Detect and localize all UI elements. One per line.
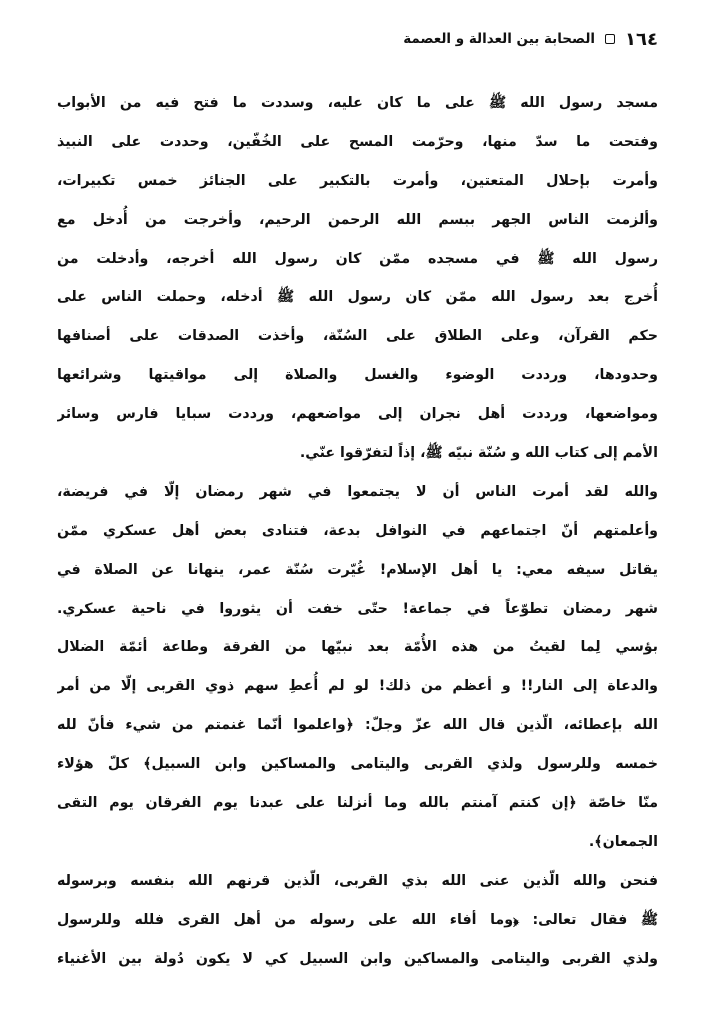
- text-line: وأعلمتهم أنّ اجتماعهم في النوافل بدعة، فتنادى بعض أهل عسكري ممّن: [57, 522, 658, 539]
- text-line: الله بإعطائه، الّذين قال الله عزّ وجلّ: ﴿واعلموا أنّما غنمتم من شيء فأنّ لله: [57, 717, 658, 734]
- text-line: فنحن والله الّذين عنى الله بذي القربى، الّذين قرنهم الله بنفسه وبرسوله: [57, 872, 658, 889]
- text-line: وألزمت الناس الجهر ببسم الله الرحمن الرحيم، وأخرجت من أُدخل مع: [57, 211, 658, 228]
- text-line: والدعاة إلى النار!! و أعظم من ذلك! لو لم أُعطِ سهم ذوي القربى إلّا من أمر: [57, 678, 658, 695]
- text-line: ولذي القربى واليتامى والمساكين وابن السبيل كي لا يكون دُولة بين الأغنياء: [57, 950, 658, 967]
- text-line: بؤسي لِما لقيتُ من هذه الأُمّة بعد نبيّها من الفرقة وطاعة أئمّة الضلال: [57, 639, 658, 656]
- text-line: ﷺ فقال تعالى: ﴿وما أفاء الله على رسوله من أهل القرى فلله وللرسول: [57, 911, 658, 928]
- page-header: [58, 26, 658, 52]
- text-line: شهر رمضان تطوّعاً في جماعة! حتّى خفت أن يثوروا في ناحية عسكري.: [57, 600, 658, 617]
- text-line: يقاتل سيفه معي: يا أهل الإسلام! غُيّرت سُنّة عمر، ينهانا عن الصلاة في: [57, 561, 658, 578]
- text-line: ومواضعها، ورددت أهل نجران إلى مواضعهم، ورددت سبايا فارس وسائر: [57, 406, 658, 423]
- text-line: وفتحت ما سدّ منها، وحرّمت المسح على الخُفّين، وحددت على النبيذ: [57, 133, 658, 150]
- text-line: رسول الله ﷺ في مسجده ممّن كان رسول الله أخرجه، وأدخلت من: [57, 250, 658, 267]
- text-line: مسجد رسول الله ﷺ على ما كان عليه، وسددت ما فتح فيه من الأبواب: [57, 95, 658, 111]
- text-line: والله لقد أمرت الناس أن لا يجتمعوا في شهر رمضان إلّا في فريضة،: [57, 483, 658, 500]
- square-separator-icon: [605, 34, 615, 44]
- text-line: الجمعان﴾.: [588, 833, 658, 850]
- body-text: [57, 84, 658, 978]
- page-number: ١٦٤: [625, 28, 658, 50]
- running-title: الصحابة بين العدالة و العصمة: [403, 31, 596, 47]
- text-line: أُخرج بعد رسول الله ممّن كان رسول الله ﷺ أدخله، وحملت الناس على: [57, 289, 658, 306]
- text-line: خمسه وللرسول ولذي القربى واليتامى والمساكين وابن السبيل﴾ كلّ هؤلاء: [57, 756, 658, 773]
- text-line: الأمم إلى كتاب الله و سُنّة نبيّه ﷺ، إذاً لتفرّقوا عنّي.: [299, 445, 658, 462]
- text-line: وأمرت بإحلال المتعتين، وأمرت بالتكبير على الجنائز خمس تكبيرات،: [57, 172, 658, 189]
- text-line: حكم القرآن، وعلى الطلاق على السُنّة، وأخذت الصدقات على أصنافها: [57, 328, 658, 345]
- text-line: منّا خاصّة ﴿إن كنتم آمنتم بالله وما أنزلنا على عبدنا يوم الفرقان يوم التقى: [57, 795, 658, 812]
- text-line: وحدودها، ورددت الوضوء والغسل والصلاة إلى مواقيتها وشرائعها: [57, 367, 658, 384]
